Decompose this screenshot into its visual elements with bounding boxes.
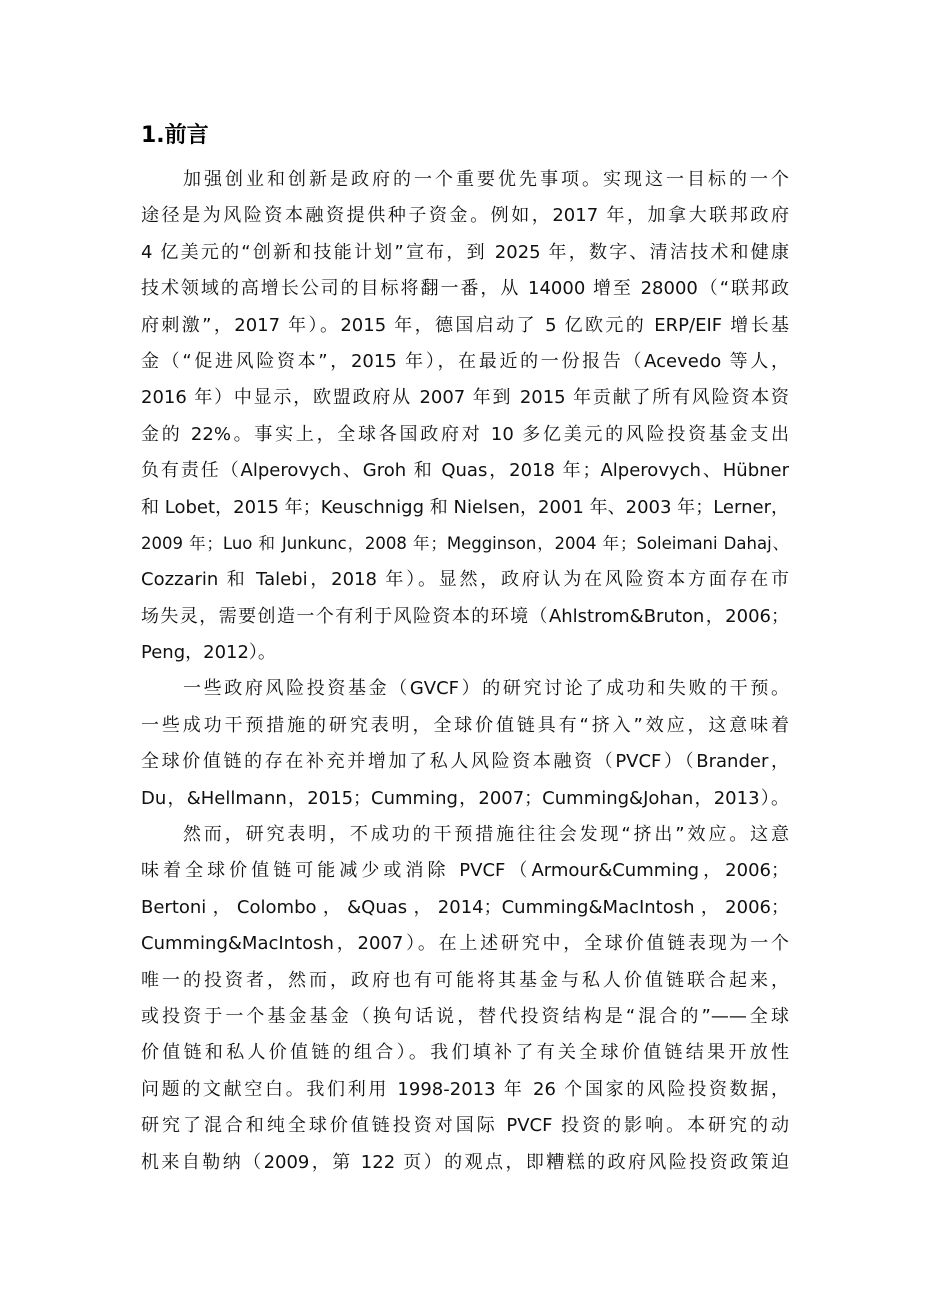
section-heading: 1.前言 (141, 123, 209, 148)
text-line: 2009 年；Luo 和 Junkunc，2008 年；Megginson，2004 年；Soleimani Dahaj、 (141, 533, 789, 553)
text-line: 价值链和私人价值链的组合）。我们填补了有关全球价值链结果开放性 (141, 1042, 789, 1064)
text-line: 研究了混合和纯全球价值链投资对国际 PVCF 投资的影响。本研究的动 (141, 1115, 789, 1137)
text-line: 技术领域的高增长公司的目标将翻一番，从 14000 增至 28000（“联邦政 (141, 278, 789, 300)
text-line: 负有责任（Alperovych、Groh 和 Quas，2018 年；Alperovych、Hübner (141, 460, 789, 482)
text-line: 一些政府风险投资基金（GVCF）的研究讨论了成功和失败的干预。 (183, 678, 789, 700)
text-line: 机来自勒纳（2009，第 122 页）的观点，即糟糕的政府风险投资政策迫 (141, 1151, 789, 1173)
text-line: 问题的文献空白。我们利用 1998-2013 年 26 个国家的风险投资数据， (141, 1078, 789, 1100)
text-line: 或投资于一个基金基金（换句话说，替代投资结构是“混合的”——全球 (141, 1005, 789, 1027)
text-line: Peng，2012）。 (141, 642, 276, 664)
text-line: 和 Lobet，2015 年；Keuschnigg 和 Nielsen，2001 年、2003 年；Lerner， (141, 496, 789, 518)
text-line: 2016 年）中显示，欧盟政府从 2007 年到 2015 年贡献了所有风险资本资 (141, 387, 789, 409)
text-line: 全球价值链的存在补充并增加了私人风险资本融资（PVCF）（Brander， (141, 751, 789, 773)
text-line: 然而，研究表明，不成功的干预措施往往会发现“挤出”效应。这意 (183, 824, 789, 846)
text-line: 一些成功干预措施的研究表明，全球价值链具有“挤入”效应，这意味着 (141, 714, 789, 736)
text-line: 场失灵，需要创造一个有利于风险资本的环境（Ahlstrom&Bruton，2006； (141, 605, 789, 627)
body-text (141, 162, 789, 1181)
text-line: 唯一的投资者，然而，政府也有可能将其基金与私人价值链联合起来， (141, 969, 789, 991)
text-line: 途径是为风险资本融资提供种子资金。例如，2017 年，加拿大联邦政府 (141, 205, 789, 227)
text-line: Cumming&MacIntosh，2007）。在上述研究中，全球价值链表现为一个 (141, 933, 789, 955)
text-line: 金（“促进风险资本”，2015 年），在最近的一份报告（Acevedo 等人， (141, 350, 789, 372)
text-line: 4 亿美元的“创新和技能计划”宣布，到 2025 年，数字、清洁技术和健康 (141, 241, 789, 263)
text-line: Cozzarin 和 Talebi，2018 年）。显然，政府认为在风险资本方面存在市 (141, 569, 789, 591)
text-line: Du，&Hellmann，2015；Cumming，2007；Cumming&Johan，2013）。 (141, 787, 789, 809)
text-line: Bertoni，Colombo，&Quas，2014；Cumming&MacIntosh，2006； (141, 896, 789, 918)
text-line: 金的 22%。事实上，全球各国政府对 10 多亿美元的风险投资基金支出 (141, 423, 789, 445)
text-line: 味着全球价值链可能减少或消除 PVCF（Armour&Cumming，2006； (141, 860, 789, 882)
text-line: 加强创业和创新是政府的一个重要优先事项。实现这一目标的一个 (183, 169, 789, 190)
text-line: 府刺激”，2017 年）。2015 年，德国启动了 5 亿欧元的 ERP/EIF 增长基 (141, 314, 789, 336)
